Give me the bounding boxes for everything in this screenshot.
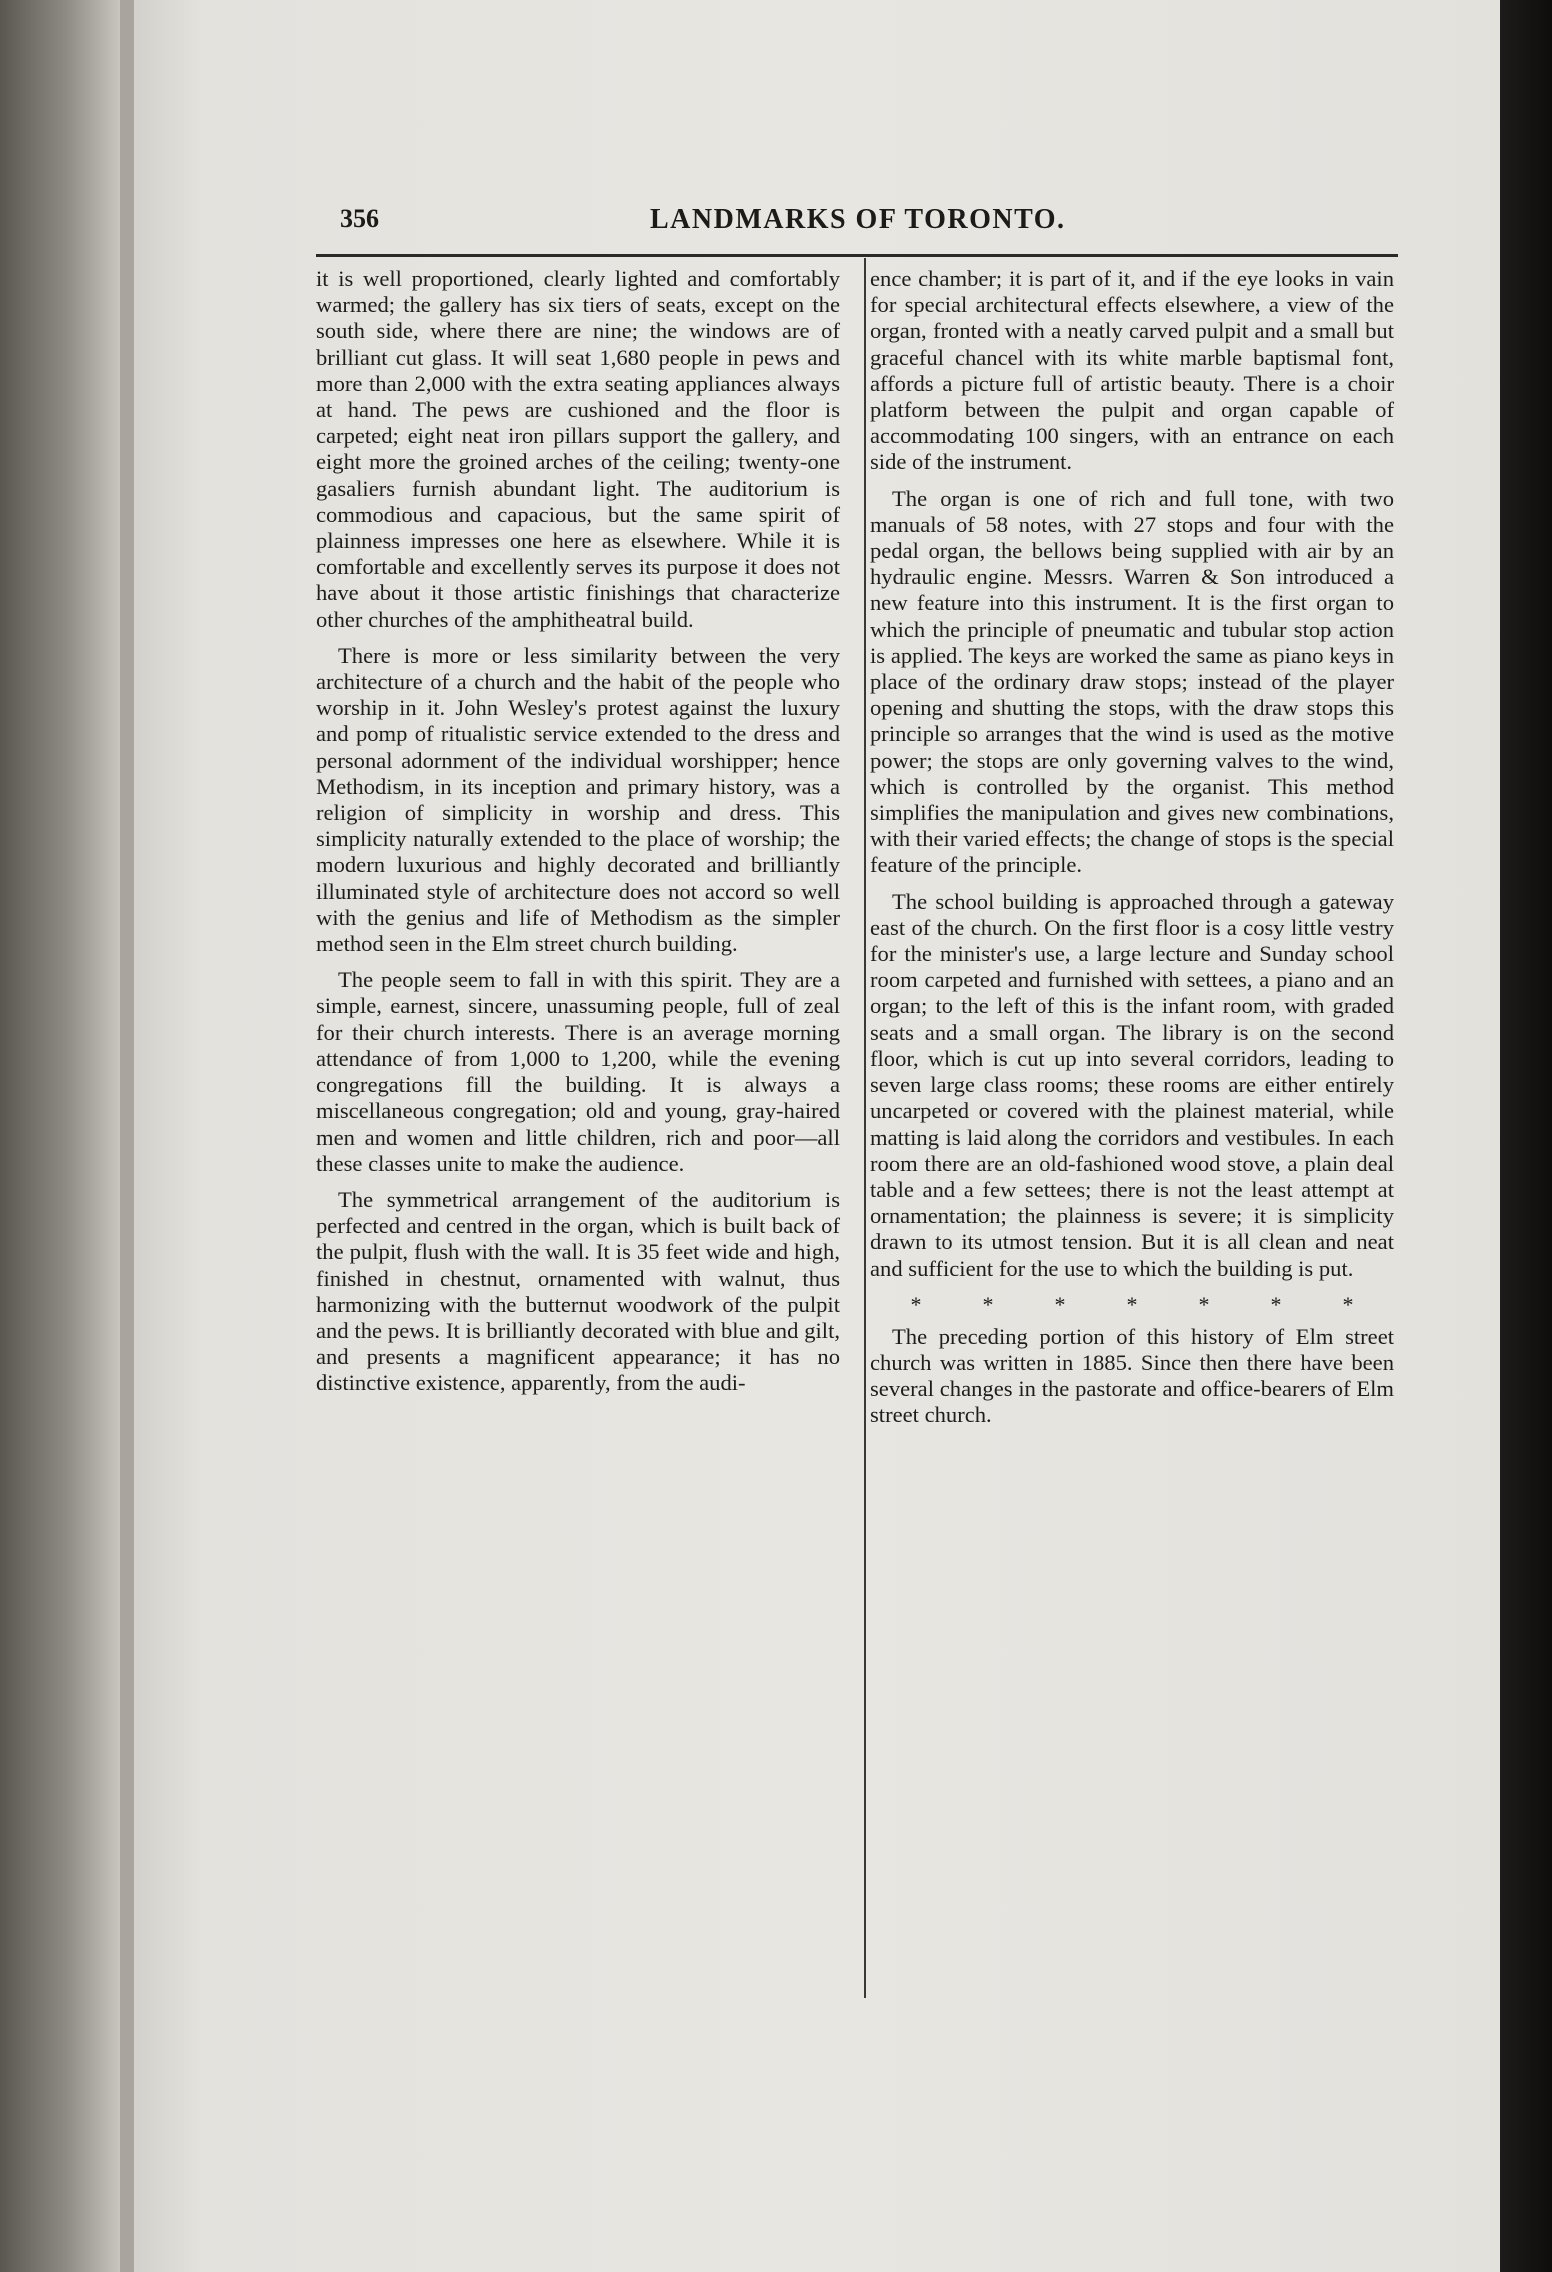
column-divider bbox=[864, 258, 866, 1998]
book-edge-left bbox=[0, 0, 120, 2272]
star-mark: * bbox=[1126, 1291, 1138, 1317]
section-break-stars bbox=[870, 1292, 1394, 1318]
page-number: 356 bbox=[340, 204, 379, 233]
right-column bbox=[870, 266, 1394, 1439]
paragraph: ence chamber; it is part of it, and if the eye looks in vain for special architectural effects elsewhere, a view of the organ, fronted with a neatly carved pulpit and a small but graceful chancel with its white marble baptismal font, affords a picture full of artistic beauty. There is a choir platform between the pulpit and organ capable of accommodating 100 singers, with an entrance on each side of the instrument. bbox=[870, 266, 1394, 475]
star-mark: * bbox=[982, 1291, 994, 1317]
star-mark: * bbox=[1054, 1291, 1066, 1317]
page-spine-shadow bbox=[120, 0, 134, 2272]
paragraph: it is well proportioned, clearly lighted and comfortably warmed; the gallery has six tiers of seats, except on the south side, where there are nine; the windows are of brilliant cut glass. It will seat 1,680 people in pews and more than 2,000 with the extra seating appliances always at hand. The pews are cushioned and the floor is carpeted; eight neat iron pillars support the gallery, and eight more the groined arches of the ceiling; twenty-one gasaliers furnish abundant light. The auditorium is commodious and capacious, but the same spirit of plainness impresses one here as elsewhere. While it is comfortable and excellently serves its purpose it does not have about it those artistic finishings that characterize other churches of the amphitheatral build. bbox=[316, 266, 840, 632]
paragraph: The school building is approached through a gateway east of the church. On the first floor is a cosy little vestry for the minister's use, a large lecture and Sunday school room carpeted and furnished with settees, a piano and an organ; to the left of this is the infant room, with graded seats and a small organ. The library is on the second floor, which is cut up into several corridors, leading to seven large class rooms; these rooms are either entirely uncarpeted or covered with the plainest material, while matting is laid along the corridors and vestibules. In each room there are an old-fashioned wood stove, a plain deal table and a few settees; there is not the least attempt at ornamentation; the plainness is severe; it is simplicity drawn to its utmost tension. But it is all clean and neat and sufficient for the use to which the building is put. bbox=[870, 888, 1394, 1281]
left-column bbox=[316, 266, 840, 1407]
star-mark: * bbox=[1198, 1291, 1210, 1317]
paragraph: The preceding portion of this history of Elm street church was written in 1885. Since then there have been several changes in the pastorate and office-bearers of Elm street church. bbox=[870, 1323, 1394, 1428]
star-mark: * bbox=[1270, 1291, 1282, 1317]
paragraph: There is more or less similarity between the very architecture of a church and the habit of the people who worship in it. John Wesley's protest against the luxury and pomp of ritualistic service extended to the dress and personal adornment of the individual worshipper; hence Methodism, in its inception and primary history, was a religion of simplicity in worship and dress. This simplicity naturally extended to the place of worship; the modern luxurious and highly decorated and brilliantly illuminated style of architecture does not accord so well with the genius and life of Methodism as the simpler method seen in the Elm street church building. bbox=[316, 642, 840, 957]
running-title: LANDMARKS OF TORONTO. bbox=[650, 204, 1066, 235]
paragraph: The symmetrical arrangement of the auditorium is perfected and centred in the organ, which is built back of the pulpit, flush with the wall. It is 35 feet wide and high, finished in chestnut, ornamented with walnut, thus harmonizing with the butternut woodwork of the pulpit and the pews. It is brilliantly decorated with blue and gilt, and presents a magnificent appearance; it has no distinctive existence, apparently, from the audi- bbox=[316, 1186, 840, 1396]
page-header bbox=[340, 200, 1400, 250]
paragraph: The organ is one of rich and full tone, with two manuals of 58 notes, with 27 stops and four with the pedal organ, the bellows being supplied with air by an hydraulic engine. Messrs. Warren & Son introduced a new feature into this instrument. It is the first organ to which the principle of pneumatic and tubular stop action is applied. The keys are worked the same as piano keys in place of the ordinary draw stops; instead of the player opening and shutting the stops, with the draw stops this principle so arranges that the wind is used as the motive power; the stops are only governing valves to the wind, which is controlled by the organist. This method simplifies the manipulation and gives new combinations, with their varied effects; the change of stops is the special feature of the principle. bbox=[870, 485, 1394, 878]
star-mark: * bbox=[1342, 1291, 1354, 1317]
header-rule bbox=[316, 254, 1398, 257]
paragraph: The people seem to fall in with this spirit. They are a simple, earnest, sincere, unassuming people, full of zeal for their church interests. There is an average morning attendance of from 1,000 to 1,200, while the evening congregations fill the building. It is always a miscellaneous congregation; old and young, gray-haired men and women and little children, rich and poor—all these classes unite to make the audience. bbox=[316, 967, 840, 1176]
star-mark: * bbox=[910, 1291, 922, 1317]
book-edge-right bbox=[1500, 0, 1552, 2272]
